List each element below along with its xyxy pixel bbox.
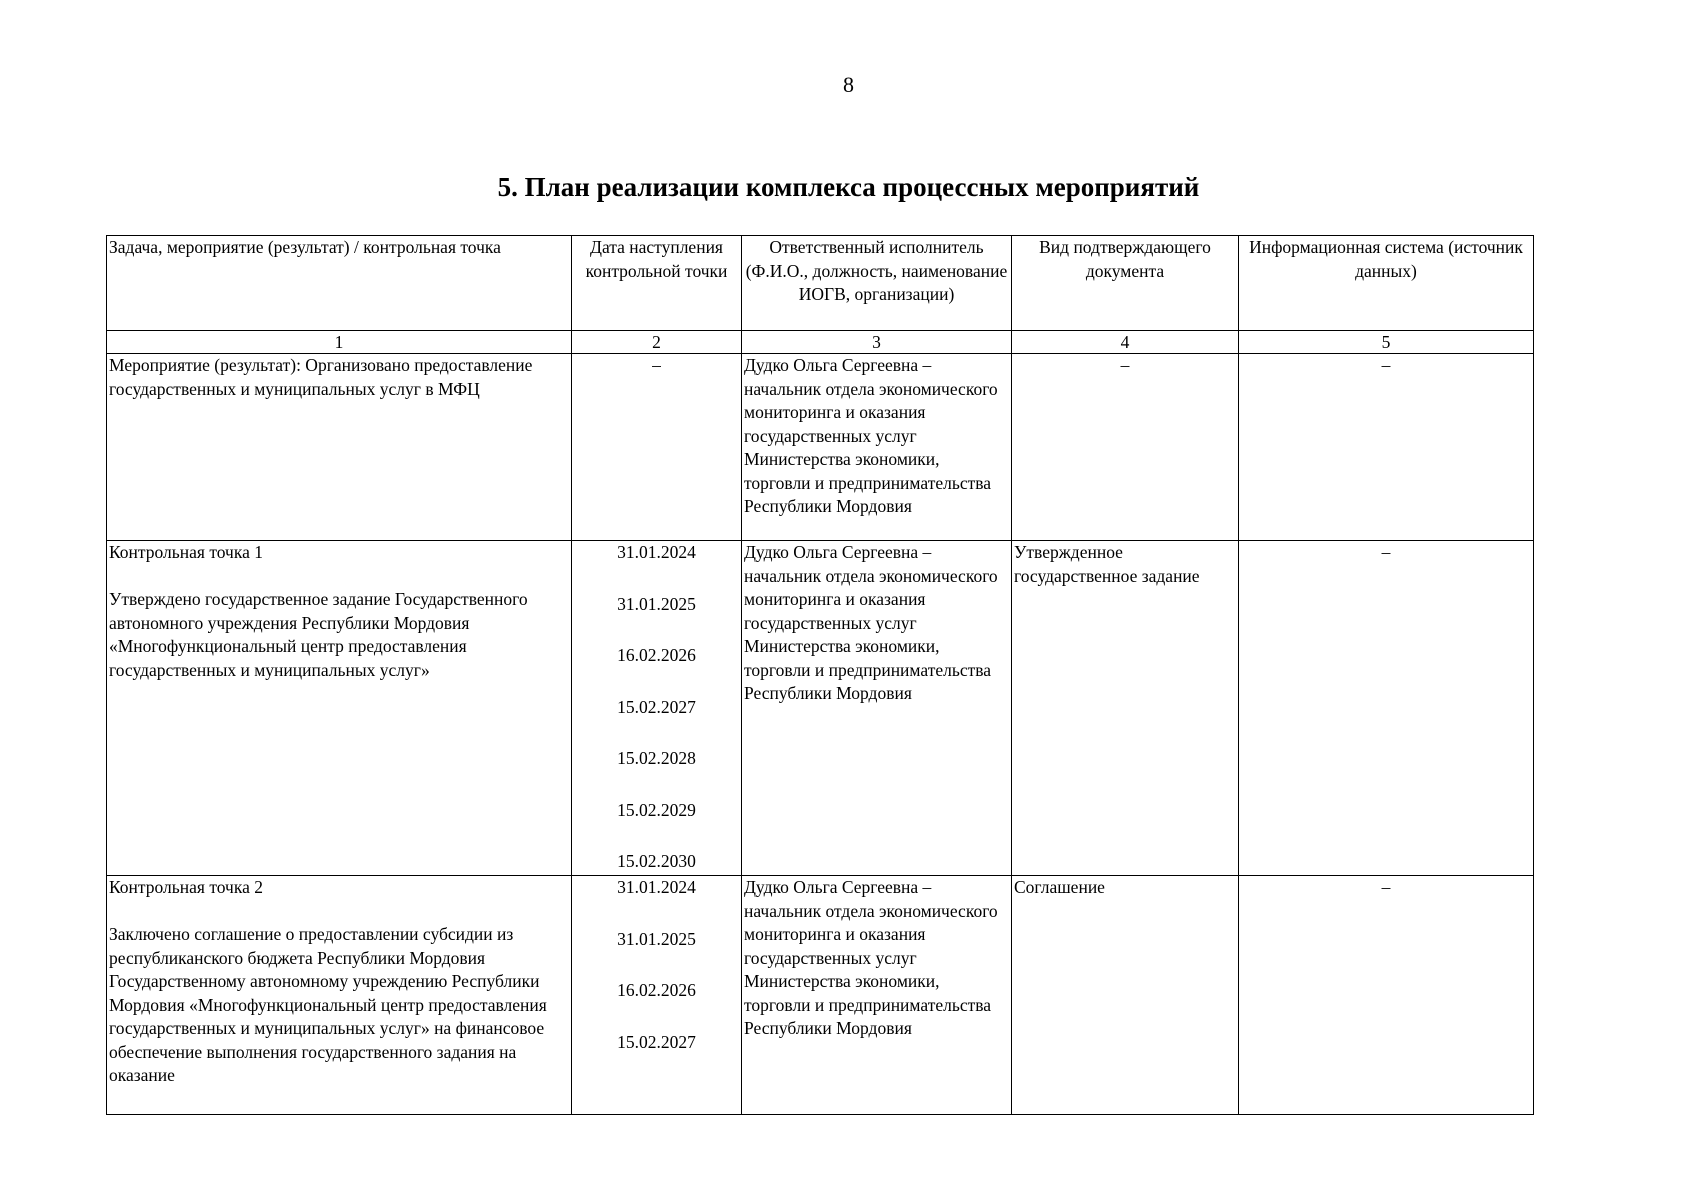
header-task: Задача, мероприятие (результат) / контрольная точка: [107, 236, 572, 331]
table-row: [107, 876, 1534, 1115]
header-responsible: Ответственный исполнитель (Ф.И.О., должность, наименование ИОГВ, организации): [742, 236, 1012, 331]
header-system: Информационная система (источник данных): [1239, 236, 1534, 331]
date-cell: –: [572, 354, 742, 541]
task-cell: [107, 541, 572, 876]
document-cell: Соглашение: [1012, 876, 1239, 1115]
task-cell: Мероприятие (результат): Организовано предоставление государственных и муниципальных услуг в МФЦ: [107, 354, 572, 541]
responsible-cell: Дудко Ольга Сергеевна – начальник отдела экономического мониторинга и оказания государственных услуг Министерства экономики, торговли и предпринимательства Республики Мордовия: [742, 541, 1012, 876]
document-cell: –: [1012, 354, 1239, 541]
column-number: 1: [107, 331, 572, 354]
checkpoint-date: 31.01.2024: [617, 542, 696, 562]
checkpoint-date: 15.02.2029: [617, 799, 696, 820]
checkpoint-date: 16.02.2026: [617, 645, 696, 665]
checkpoint-date: 15.02.2027: [617, 1031, 696, 1052]
document-cell: Утвержденное государственное задание: [1012, 541, 1239, 876]
table-header-row: [107, 236, 1534, 331]
checkpoint-date: 15.02.2028: [617, 748, 696, 768]
date-cell: [572, 541, 742, 876]
header-document: Вид подтверждающего документа: [1012, 236, 1239, 331]
system-cell: –: [1239, 541, 1534, 876]
responsible-cell: Дудко Ольга Сергеевна – начальник отдела экономического мониторинга и оказания государственных услуг Министерства экономики, торговли и предпринимательства Республики Мордовия: [742, 354, 1012, 541]
page-title: 5. План реализации комплекса процессных мероприятий: [497, 172, 1200, 202]
date-cell: [572, 876, 742, 1115]
checkpoint-date: 15.02.2027: [617, 696, 696, 717]
column-numbers-row: [107, 331, 1534, 354]
column-number: 4: [1012, 331, 1239, 354]
checkpoint-description: Заключено соглашение о предоставлении субсидии из республиканского бюджета Республики Мордовия Государственному автономному учреждению Республики Мордовия «Многофункциональный центр предоставления государственных и муниципальных услуг» на финансовое обеспечение выполнения государственного задания на оказание: [109, 924, 547, 1085]
table-row: [107, 541, 1534, 876]
implementation-plan-table: [106, 235, 1534, 1115]
page-number: 8: [843, 72, 854, 97]
checkpoint-date: 15.02.2030: [617, 851, 696, 871]
checkpoint-date: 16.02.2026: [617, 980, 696, 1000]
checkpoint-title: Контрольная точка 1: [109, 542, 263, 562]
checkpoint-date: 31.01.2025: [617, 928, 696, 949]
checkpoint-date: 31.01.2024: [617, 877, 696, 897]
header-date: Дата наступления контрольной точки: [572, 236, 742, 331]
system-cell: –: [1239, 354, 1534, 541]
task-cell: [107, 876, 572, 1115]
system-cell: –: [1239, 876, 1534, 1115]
checkpoint-description: Утверждено государственное задание Государственного автономного учреждения Республики Мордовия «Многофункциональный центр предоставления государственных и муниципальных услуг»: [109, 589, 528, 680]
table-row: [107, 354, 1534, 541]
checkpoint-title: Контрольная точка 2: [109, 877, 263, 897]
column-number: 2: [572, 331, 742, 354]
column-number: 3: [742, 331, 1012, 354]
checkpoint-date: 31.01.2025: [617, 593, 696, 614]
column-number: 5: [1239, 331, 1534, 354]
responsible-cell: Дудко Ольга Сергеевна – начальник отдела экономического мониторинга и оказания государственных услуг Министерства экономики, торговли и предпринимательства Республики Мордовия: [742, 876, 1012, 1115]
